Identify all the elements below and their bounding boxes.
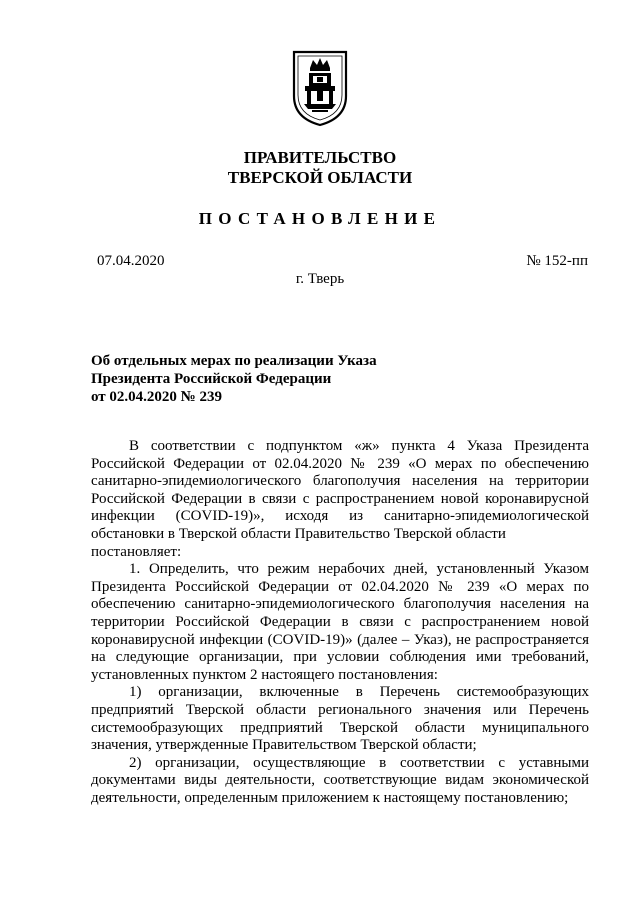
document-date: 07.04.2020 <box>97 253 165 269</box>
item-1-paragraph: 1. Определить, что режим нерабочих дней, установленный Указом Президента Российской Федерации от 02.04.2020 № 239 «О мерах по обеспечению санитарно-эпидемиологического благополучия населения на территории Российской Федерации в связи с распространением новой коронавирусной инфекции (COVID-19)» (далее – Указ), не распространяется на следующие организации, при условии соблюдения ими требований, установленных пунктом 2 настоящего постановления: <box>91 561 589 683</box>
document-number: № 152-пп <box>526 253 588 269</box>
document-subject <box>91 352 377 406</box>
subject-line2: Президента Российской Федерации <box>91 371 332 387</box>
document-body <box>91 438 589 807</box>
resolves-line: постановляет: <box>91 543 182 560</box>
subitem-2-paragraph: 2) организации, осуществляющие в соответствии с уставными документами виды деятельности, соответствующие видам экономической деятельности, определенным приложением к настоящему постановлению; <box>91 754 589 806</box>
subject-line3: от 02.04.2020 № 239 <box>91 389 222 405</box>
document-type: ПОСТАНОВЛЕНИЕ <box>198 209 442 228</box>
government-name <box>0 148 640 188</box>
tver-coat-of-arms-icon <box>288 48 352 128</box>
subject-line1: Об отдельных мерах по реализации Указа <box>91 353 377 369</box>
government-name-line2: ТВЕРСКОЙ ОБЛАСТИ <box>227 168 413 187</box>
document-city: г. Тверь <box>295 271 345 287</box>
government-name-line1: ПРАВИТЕЛЬСТВО <box>243 148 397 167</box>
intro-paragraph: В соответствии с подпунктом «ж» пункта 4 Указа Президента Российской Федерации от 02.04.2020 № 239 «О мерах по обеспечению санитарно-эпидемиологического благополучия населения на территории Российской Федерации в связи с распространением новой коронавирусной инфекции (COVID-19)», исходя из санитарно-эпидемиологической обстановки в Тверской области Правительство Тверской области <box>91 438 589 542</box>
subitem-1-paragraph: 1) организации, включенные в Перечень системообразующих предприятий Тверской области регионального значения или Перечень системообразующих предприятий Тверской области муниципального значения, утвержденные Правительством Тверской области; <box>91 684 589 754</box>
